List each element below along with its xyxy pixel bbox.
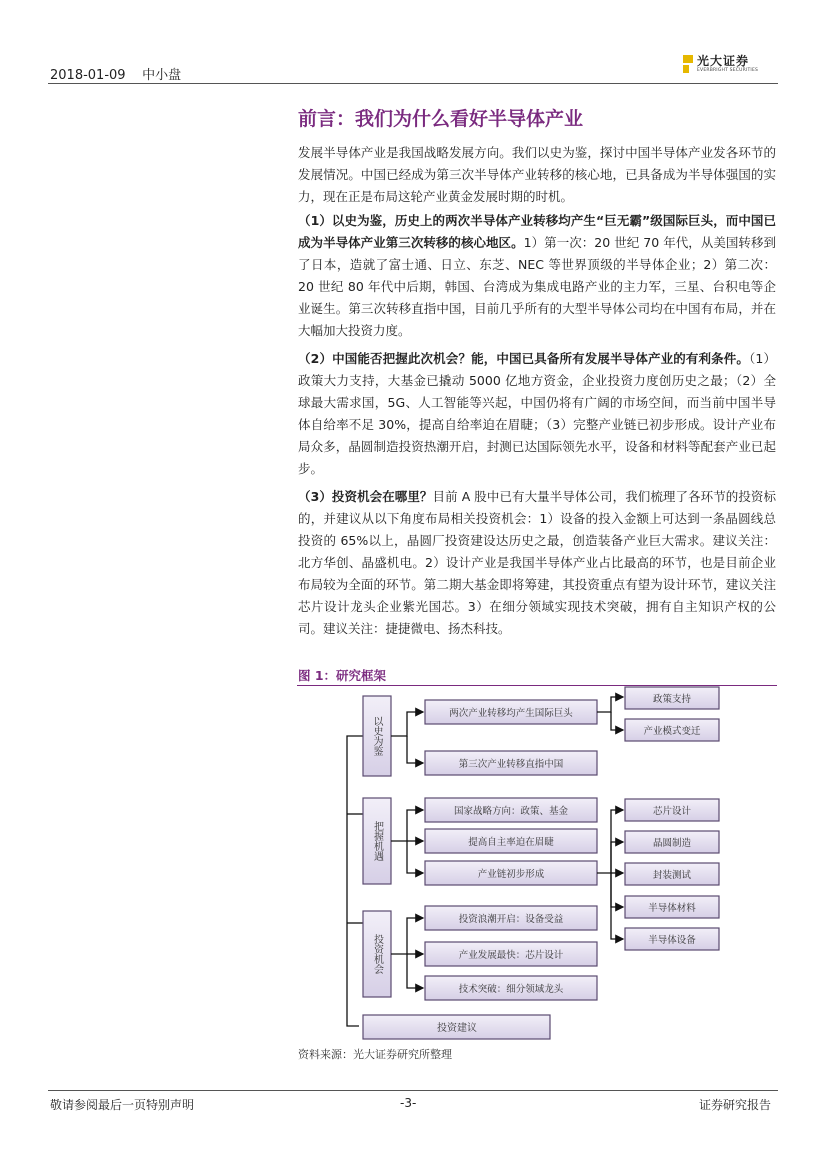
footer-divider <box>48 1090 778 1091</box>
group-advice-label: 投资建议 <box>437 1023 477 1034</box>
svg-text:产业链初步形成: 产业链初步形成 <box>477 869 545 880</box>
leaf-policy-support <box>625 687 719 709</box>
page-number: -3- <box>400 1096 417 1110</box>
group-invest <box>363 911 391 997</box>
paragraph-intro: 发展半导体产业是我国战略发展方向。我们以史为鉴，探讨中国半导体产业发各环节的发展情况。中国已经成为第三次半导体产业转移的核心地，已具备成为半导体强国的实力，现在正是布局这轮产业黄金发展时期的时机。 <box>298 145 776 204</box>
main-spine <box>347 736 363 1026</box>
group-seize <box>363 798 391 884</box>
svg-text:投资浪潮开启：设备受益: 投资浪潮开启：设备受益 <box>458 914 564 925</box>
svg-text:半导体设备: 半导体设备 <box>648 935 696 946</box>
leaf-wafer-fab <box>625 831 719 853</box>
report-date: 2018-01-09 中小盘 <box>50 68 182 83</box>
node-national-strategy <box>425 798 597 822</box>
svg-text:技术突破：细分领域龙头: 技术突破：细分领域龙头 <box>458 984 564 995</box>
report-section: 中小盘 <box>142 68 182 83</box>
node-equipment <box>425 906 597 930</box>
group-invest-label: 投资机会 <box>371 934 383 974</box>
paragraph-investment: （3）投资机会在哪里？目前 A 股中已有大量半导体公司，我们梳理了各环节的投资标的，并建议从以下角度布局相关投资机会：1）设备的投入金额上可达到一条晶圆线总投资的 65%以上，晶圆厂投资建设达历史之最，创造装备产业巨大需求。建议关注：北方华创、晶盛机电。2）设计产业是我国半导体产业占比最高的环节，也是目前企业布局较为全面的环节。第二期大基金即将筹建，其投资重点有望为设计环节，建议关注芯片设计龙头企业紫光国芯。3）在细分领域实现技术突破，拥有自主知识产权的公司。建议关注：捷捷微电、扬杰科技。 <box>298 489 777 636</box>
logo-cn-text: 光大证券 <box>697 53 750 68</box>
group-seize-label: 把握机遇 <box>371 821 383 861</box>
leaf-packaging <box>625 863 719 885</box>
header-divider <box>48 83 778 84</box>
svg-text:提高自主率迫在眉睫: 提高自主率迫在眉睫 <box>468 837 554 848</box>
svg-text:封装测试: 封装测试 <box>652 870 692 881</box>
leaf-materials <box>625 896 719 918</box>
svg-text:两次产业转移均产生国际巨头: 两次产业转移均产生国际巨头 <box>449 708 573 719</box>
figure-frame <box>297 685 777 1041</box>
footer-disclaimer: 敬请参阅最后一页特别声明 <box>50 1098 195 1112</box>
group-advice <box>363 1015 550 1039</box>
svg-text:芯片设计: 芯片设计 <box>652 806 692 817</box>
svg-text:政策支持: 政策支持 <box>652 694 692 705</box>
node-tech-breakthrough <box>425 976 597 1000</box>
svg-text:国家战略方向：政策、基金: 国家战略方向：政策、基金 <box>453 806 569 817</box>
leaf-industry-model <box>625 719 719 741</box>
svg-text:晶圆制造: 晶圆制造 <box>652 838 692 849</box>
figure-source: 资料来源：光大证券研究所整理 <box>298 1048 452 1061</box>
footer-report-type: 证券研究报告 <box>699 1098 772 1112</box>
brand-logo <box>683 54 758 74</box>
svg-text:半导体材料: 半导体材料 <box>648 903 696 914</box>
svg-text:产业发展最快：芯片设计: 产业发展最快：芯片设计 <box>458 950 564 961</box>
figure-title: 图 1：研究框架 <box>298 668 387 683</box>
svg-text:产业模式变迁: 产业模式变迁 <box>643 726 701 737</box>
leaf-equipment <box>625 928 719 950</box>
node-transfer-giants <box>425 700 597 724</box>
node-industry-chain <box>425 861 597 885</box>
node-self-sufficiency <box>425 829 597 853</box>
paragraph-history: （1）以史为鉴，历史上的两次半导体产业转移均产生“巨无霸”级国际巨头，而中国已成为半导体产业第三次转移的核心地区。1）第一次：20 世纪 70 年代，从美国转移到了日本，造就了富士通、日立、东芝、NEC 等世界顶级的半导体企业；2）第二次：20 世纪 80 年代中后期，韩国、台湾成为集成电路产业的主力军，三星、台积电等企业诞生。第三次转移直指中国，目前几乎所有的大型半导体公司均在中国有布局，并在大幅加大投资力度。 <box>298 213 776 338</box>
leaf-chip-design <box>625 799 719 821</box>
group-history-label: 以史为鉴 <box>371 716 382 756</box>
logo-en-text: EVERBRIGHT SECURITIES <box>697 67 759 73</box>
logo-icon <box>683 55 693 73</box>
section-title: 前言：我们为什么看好半导体产业 <box>298 108 584 130</box>
node-chip-design <box>425 942 597 966</box>
node-third-transfer <box>425 751 597 775</box>
svg-text:第三次产业转移直指中国: 第三次产业转移直指中国 <box>458 759 564 770</box>
group-history <box>363 696 391 776</box>
research-framework-diagram <box>297 686 777 1041</box>
paragraph-opportunity: （2）中国能否把握此次机会？能，中国已具备所有发展半导体产业的有利条件。（1）政策大力支持，大基金已撬动 5000 亿地方资金，企业投资力度创历史之最；（2）全球最大需求国，5G、人工智能等兴起，中国仍将有广阔的市场空间，而当前中国半导体自给率不足 30%，提高自给率迫在眉睫；（3）完整产业链已初步形成。设计产业布局众多，晶圆制造投资热潮开启，封测已达国际领先水平，设备和材料等配套产业已起步。 <box>298 351 777 476</box>
